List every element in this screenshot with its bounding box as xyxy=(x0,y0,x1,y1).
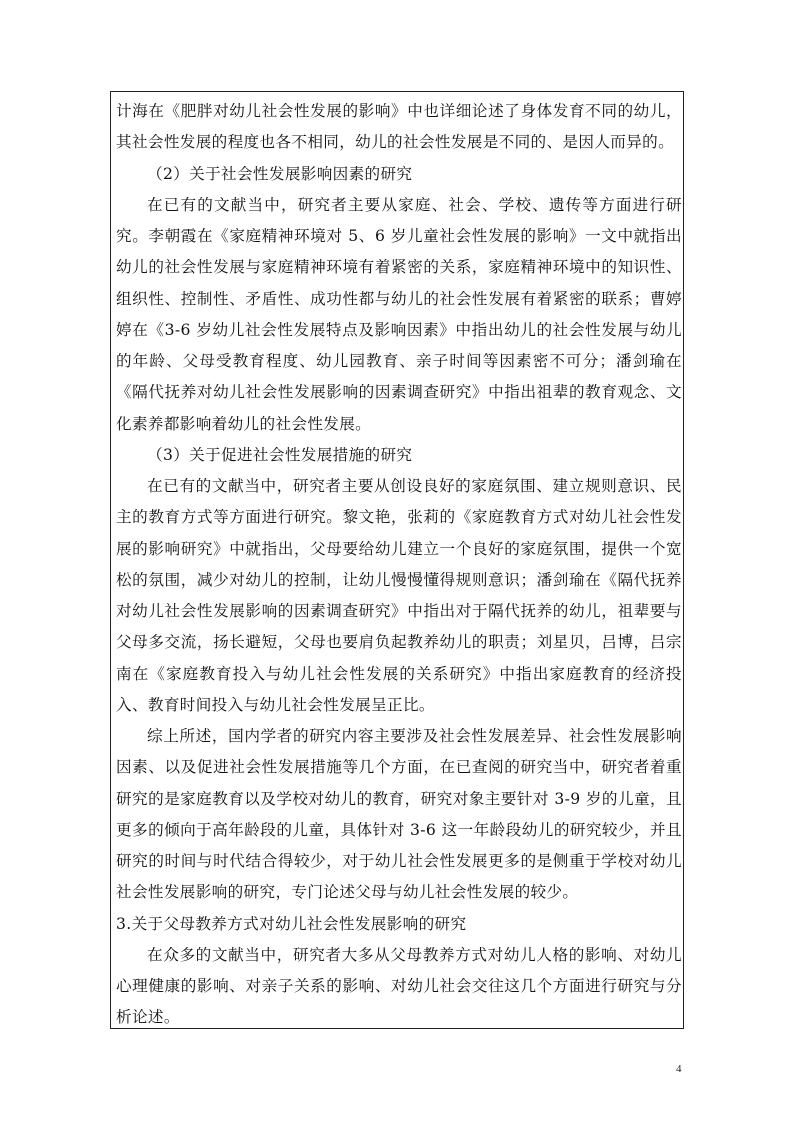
subsection-heading: （3）关于促进社会性发展措施的研究 xyxy=(147,445,413,464)
section-heading: 3.关于父母教养方式对幼儿社会性发展影响的研究 xyxy=(116,914,467,933)
paragraph: 综上所述，国内学者的研究内容主要涉及社会性发展差异、社会性发展影响因素、以及促进社会性发展措施等几个方面，在已查阅的研究当中，研究者着重研究的是家庭教育以及学校对幼儿的教育，研究对象主要针对 3-9 岁的儿童，且更多的倾向于高年龄段的儿童，具体针对 3-6 这一年龄段幼儿的研究较少，并且研究的时间与时代结合得较少，对于幼儿社会性发展更多的是侧重于学校对幼儿社会性发展影响的研究，专门论述父母与幼儿社会性发展的较少。 xyxy=(116,727,682,902)
paragraph: 在已有的文献当中，研究者主要从家庭、社会、学校、遗传等方面进行研究。李朝霞在《家庭精神环境对 5、6 岁儿童社会性发展的影响》一文中就指出幼儿的社会性发展与家庭精神环境有着紧密的关系，家庭精神环境中的知识性、组织性、控制性、矛盾性、成功性都与幼儿的社会性发展有着紧密的联系；曹婷婷在《3-6 岁幼儿社会性发展特点及影响因素》中指出幼儿的社会性发展与幼儿的年龄、父母受教育程度、幼儿园教育、亲子时间等因素密不可分；潘剑瑜在《隔代抚养对幼儿社会性发展影响的因素调查研究》中指出祖辈的教育观念、文化素养都影响着幼儿的社会性发展。 xyxy=(116,195,682,433)
subsection-heading: （2）关于社会性发展影响因素的研究 xyxy=(147,164,413,183)
paragraph: 在已有的文献当中，研究者主要从创设良好的家庭氛围、建立规则意识、民主的教育方式等方面进行研究。黎文艳，张莉的《家庭教育方式对幼儿社会性发展的影响研究》中就指出，父母要给幼儿建立一个良好的家庭氛围，提供一个宽松的氛围，减少对幼儿的控制，让幼儿慢慢懂得规则意识；潘剑瑜在《隔代抚养对幼儿社会性发展影响的因素调查研究》中指出对于隔代抚养的幼儿，祖辈要与父母多交流，扬长避短，父母也要肩负起教养幼儿的职责；刘星贝，吕博，吕宗南在《家庭教育投入与幼儿社会性发展的关系研究》中指出家庭教育的经济投入、教育时间投入与幼儿社会性发展呈正比。 xyxy=(116,477,682,714)
page-number: 4 xyxy=(676,1063,682,1075)
document-body xyxy=(116,96,682,1034)
paragraph: 计海在《肥胖对幼儿社会性发展的影响》中也详细论述了身体发育不同的幼儿，其社会性发展的程度也各不相同，幼儿的社会性发展是不同的、是因人而异的。 xyxy=(116,102,682,152)
paragraph: 在众多的文献当中，研究者大多从父母教养方式对幼儿人格的影响、对幼儿心理健康的影响、对亲子关系的影响、对幼儿社会交往这几个方面进行研究与分析论述。 xyxy=(116,945,682,1027)
